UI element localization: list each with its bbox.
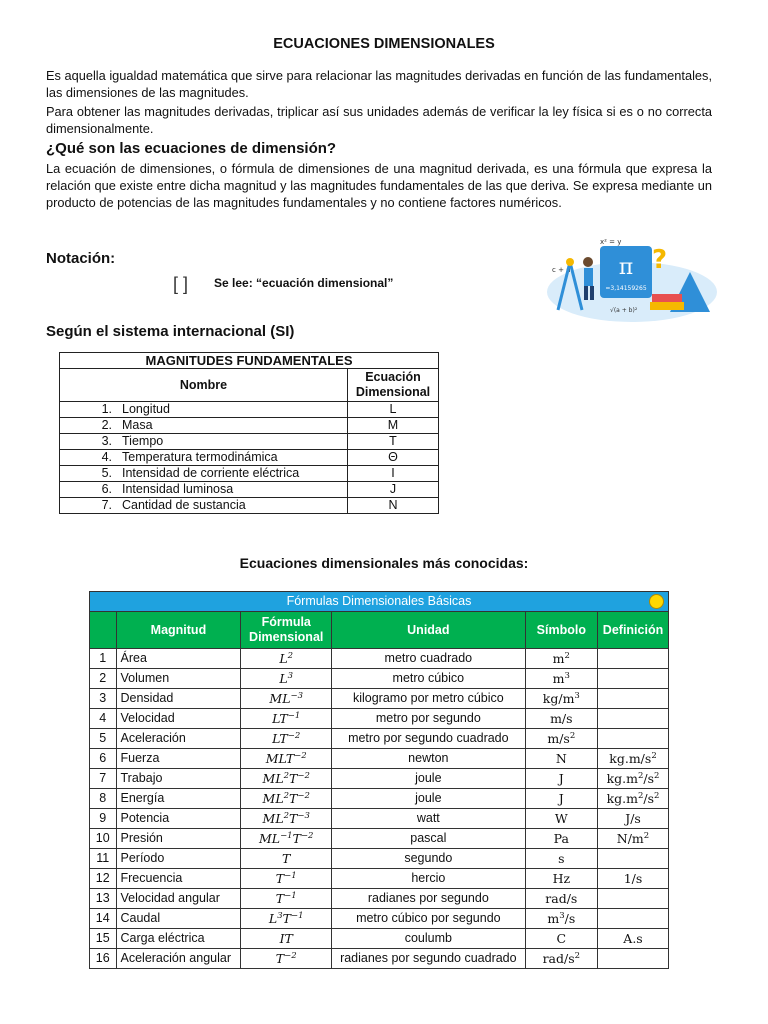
fundamental-row (60, 482, 439, 498)
fundamental-name: Tiempo (118, 434, 348, 450)
simbolo-cell: Hz (525, 869, 597, 889)
definicion-cell (598, 949, 669, 969)
question-heading: ¿Qué son las ecuaciones de dimensión? (46, 140, 337, 157)
definicion-cell (598, 909, 669, 929)
formula-cell: $ML^2T^{-2}$ (241, 789, 332, 809)
simbolo-cell: $kg/m^3$ (525, 689, 597, 709)
formula-row (90, 949, 669, 969)
formulas-banner-text: Fórmulas Dimensionales Básicas (286, 594, 472, 608)
simbolo-cell: Pa (525, 829, 597, 849)
unidad-cell: metro cúbico (332, 669, 526, 689)
formula-cell: $T^{-1}$ (241, 869, 332, 889)
header-unidad: Unidad (332, 612, 526, 649)
row-number: 4 (90, 709, 117, 729)
definicion-cell (598, 689, 669, 709)
intro-paragraph-2: Para obtener las magnitudes derivadas, triplicar así sus unidades además de verificar la ley física si es o no correcta dimensionalmente. (46, 104, 712, 136)
simbolo-cell: C (525, 929, 597, 949)
notation-bracket: [ ] (173, 274, 189, 294)
notation-text: Se lee: “ecuación dimensional” (214, 276, 394, 290)
formula-row (90, 889, 669, 909)
magnitud-cell: Área (116, 649, 241, 669)
header-simbolo: Símbolo (525, 612, 597, 649)
magnitud-cell: Velocidad angular (116, 889, 241, 909)
sqrt-text: √(a + b)² (610, 307, 638, 314)
formula-cell: $ML^2T^{-3}$ (241, 809, 332, 829)
unidad-cell: joule (332, 769, 526, 789)
question-mark: ? (652, 245, 668, 275)
smiley-icon (649, 594, 664, 609)
fundamental-symbol: M (348, 418, 439, 434)
magnitud-cell: Aceleración angular (116, 949, 241, 969)
formula-row (90, 709, 669, 729)
fundamental-symbol: N (348, 498, 439, 514)
fundamental-symbol: L (348, 402, 439, 418)
fundamental-index: 4. (60, 450, 119, 466)
fundamental-symbol: I (348, 466, 439, 482)
simbolo-cell: s (525, 849, 597, 869)
fundamental-index: 7. (60, 498, 119, 514)
magnitud-cell: Velocidad (116, 709, 241, 729)
formula-row (90, 689, 669, 709)
row-number: 11 (90, 849, 117, 869)
col-name-header: Nombre (60, 369, 348, 402)
formula-cell: $T^{-1}$ (241, 889, 332, 909)
header-definicion: Definición (598, 612, 669, 649)
simbolo-cell: $m/s^2$ (525, 729, 597, 749)
definicion-cell: A.s (598, 929, 669, 949)
header-magnitud: Magnitud (116, 612, 241, 649)
fundamental-name: Masa (118, 418, 348, 434)
fundamental-row (60, 418, 439, 434)
fundamental-name: Cantidad de sustancia (118, 498, 348, 514)
fundamentals-title: MAGNITUDES FUNDAMENTALES (60, 353, 439, 369)
formulas-table (89, 591, 669, 969)
formula-row (90, 929, 669, 949)
formula-cell: $L^3T^{-1}$ (241, 909, 332, 929)
formula-row (90, 649, 669, 669)
fundamental-index: 5. (60, 466, 119, 482)
row-number: 1 (90, 649, 117, 669)
formula-cell: $L^2$ (241, 649, 332, 669)
fundamental-symbol: Θ (348, 450, 439, 466)
unidad-cell: metro cúbico por segundo (332, 909, 526, 929)
definicion-cell (598, 889, 669, 909)
definicion-cell (598, 849, 669, 869)
simbolo-cell: N (525, 749, 597, 769)
formula-row (90, 749, 669, 769)
fundamental-name: Temperatura termodinámica (118, 450, 348, 466)
fundamental-name: Longitud (118, 402, 348, 418)
formula-cell: $ML^{-3}$ (241, 689, 332, 709)
formula-cell: $LT^{-1}$ (241, 709, 332, 729)
formula-row (90, 829, 669, 849)
simbolo-cell: $m^3/s$ (525, 909, 597, 929)
simbolo-cell: $m^3$ (525, 669, 597, 689)
magnitud-cell: Fuerza (116, 749, 241, 769)
magnitud-cell: Carga eléctrica (116, 929, 241, 949)
formula-row (90, 769, 669, 789)
simbolo-cell: J (525, 789, 597, 809)
row-number: 13 (90, 889, 117, 909)
fundamental-row (60, 434, 439, 450)
header-index (90, 612, 117, 649)
magnitud-cell: Período (116, 849, 241, 869)
fundamental-name: Intensidad luminosa (118, 482, 348, 498)
unidad-cell: metro por segundo cuadrado (332, 729, 526, 749)
formula-cell: $MLT^{-2}$ (241, 749, 332, 769)
known-heading: Ecuaciones dimensionales más conocidas: (239, 555, 529, 571)
formula-cell: $LT^{-2}$ (241, 729, 332, 749)
definicion-cell (598, 669, 669, 689)
formula-cell: $L^3$ (241, 669, 332, 689)
si-heading: Según el sistema internacional (SI) (46, 323, 295, 340)
person-icon (583, 257, 593, 267)
unidad-cell: segundo (332, 849, 526, 869)
pi-value: =3,14159265 (605, 285, 647, 292)
unidad-cell: watt (332, 809, 526, 829)
fundamental-row (60, 498, 439, 514)
simbolo-cell: J (525, 769, 597, 789)
formula-row (90, 789, 669, 809)
fundamental-index: 1. (60, 402, 119, 418)
formula-row (90, 849, 669, 869)
formula-row (90, 869, 669, 889)
formula-cell: $ML^{-1}T^{-2}$ (241, 829, 332, 849)
definicion-cell: $kg.m^2/s^2$ (598, 769, 669, 789)
math-illustration (540, 232, 720, 322)
magnitud-cell: Energía (116, 789, 241, 809)
fundamentals-table (59, 352, 439, 514)
row-number: 9 (90, 809, 117, 829)
header-formula: Fórmula Dimensional (241, 612, 332, 649)
unidad-cell: coulumb (332, 929, 526, 949)
row-number: 10 (90, 829, 117, 849)
fundamental-name: Intensidad de corriente eléctrica (118, 466, 348, 482)
magnitud-cell: Densidad (116, 689, 241, 709)
row-number: 7 (90, 769, 117, 789)
formula-text: x² = y (600, 238, 622, 246)
unidad-cell: metro cuadrado (332, 649, 526, 669)
magnitud-cell: Frecuencia (116, 869, 241, 889)
intro-paragraph-1: Es aquella igualdad matemática que sirve para relacionar las magnitudes derivadas en función de las fundamentales, las dimensiones de las magnitudes. (46, 68, 712, 100)
formula-row (90, 669, 669, 689)
formula-cell: $T^{-2}$ (241, 949, 332, 969)
fundamental-row (60, 402, 439, 418)
definicion-cell (598, 729, 669, 749)
sum-text: c + d (552, 266, 571, 274)
magnitud-cell: Volumen (116, 669, 241, 689)
simbolo-cell: m/s (525, 709, 597, 729)
row-number: 3 (90, 689, 117, 709)
simbolo-cell: rad/s (525, 889, 597, 909)
unidad-cell: joule (332, 789, 526, 809)
magnitud-cell: Aceleración (116, 729, 241, 749)
unidad-cell: kilogramo por metro cúbico (332, 689, 526, 709)
row-number: 5 (90, 729, 117, 749)
definicion-cell: $N/m^2$ (598, 829, 669, 849)
col-eq-header: Ecuación Dimensional (348, 369, 439, 402)
magnitud-cell: Caudal (116, 909, 241, 929)
formula-row (90, 809, 669, 829)
unidad-cell: hercio (332, 869, 526, 889)
definicion-cell (598, 649, 669, 669)
fundamental-index: 6. (60, 482, 119, 498)
magnitud-cell: Trabajo (116, 769, 241, 789)
row-number: 16 (90, 949, 117, 969)
formula-row (90, 729, 669, 749)
fundamental-symbol: J (348, 482, 439, 498)
definicion-cell: $kg.m^2/s^2$ (598, 789, 669, 809)
row-number: 2 (90, 669, 117, 689)
definicion-cell (598, 709, 669, 729)
unidad-cell: pascal (332, 829, 526, 849)
fundamental-symbol: T (348, 434, 439, 450)
row-number: 8 (90, 789, 117, 809)
simbolo-cell: $m^2$ (525, 649, 597, 669)
row-number: 14 (90, 909, 117, 929)
row-number: 15 (90, 929, 117, 949)
definicion-cell: 1/s (598, 869, 669, 889)
magnitud-cell: Potencia (116, 809, 241, 829)
unidad-cell: newton (332, 749, 526, 769)
formula-row (90, 909, 669, 929)
page-title: ECUACIONES DIMENSIONALES (273, 36, 495, 52)
formulas-banner (90, 592, 669, 612)
pi-symbol: π (618, 255, 634, 280)
definicion-cell: J/s (598, 809, 669, 829)
fundamental-index: 2. (60, 418, 119, 434)
formula-cell: IT (241, 929, 332, 949)
unidad-cell: metro por segundo (332, 709, 526, 729)
magnitud-cell: Presión (116, 829, 241, 849)
notation-heading: Notación: (46, 250, 116, 267)
formula-cell: $ML^2T^{-2}$ (241, 769, 332, 789)
row-number: 6 (90, 749, 117, 769)
fundamental-row (60, 466, 439, 482)
simbolo-cell: W (525, 809, 597, 829)
fundamental-index: 3. (60, 434, 119, 450)
row-number: 12 (90, 869, 117, 889)
unidad-cell: radianes por segundo (332, 889, 526, 909)
unidad-cell: radianes por segundo cuadrado (332, 949, 526, 969)
question-paragraph: La ecuación de dimensiones, o fórmula de dimensiones de una magnitud derivada, es una fórmula que expresa la relación que existe entre dicha magnitud y las magnitudes fundamentales de las que deriva. Se expresa mediante un producto de potencias de las magnitudes fundamentales y no contiene factores numéricos. (46, 161, 712, 210)
fundamental-row (60, 450, 439, 466)
formula-cell: T (241, 849, 332, 869)
definicion-cell: $kg.m/s^2$ (598, 749, 669, 769)
simbolo-cell: rad/$s^2$ (525, 949, 597, 969)
